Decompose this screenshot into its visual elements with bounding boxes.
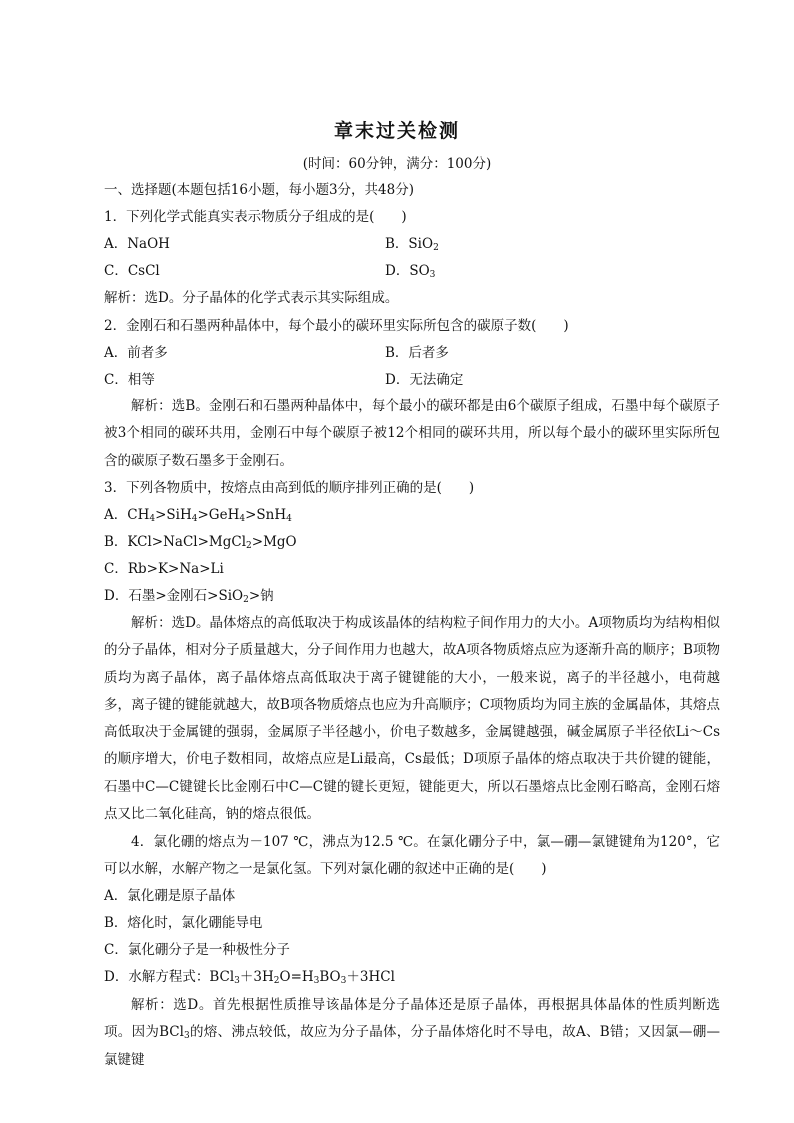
q3-option-b: B．KCl>NaCl>MgCl$_2$>MgO [104,534,297,551]
question-2-stem: 2．金刚石和石墨两种晶体中，每个最小的碳环里实际所包含的碳原子数( ) [104,318,569,334]
q2-option-b: B．后者多 [385,345,449,361]
q1-option-b: B．SiO$_2$ [385,236,439,253]
q4-option-d: D．水解方程式：$BCl_3+3H_2O=H_3BO_3+3HCl$ [104,969,395,986]
q2-option-a: A．前者多 [104,345,168,361]
q4-option-c: C．氯化硼分子是一种极性分子 [104,942,290,958]
q3-option-a: A．$CH_4>SiH_4>GeH_4>SnH_4$ [104,507,292,524]
q4-option-a: A．氯化硼是原子晶体 [104,888,236,904]
q2-option-d: D．无法确定 [385,372,464,388]
question-3-stem: 3．下列各物质中，按熔点由高到低的顺序排列正确的是( ) [104,480,475,496]
q1-option-a: A．NaOH [104,236,170,252]
q2-option-c: C．相等 [104,372,155,388]
q4-option-b: B．熔化时，氯化硼能导电 [104,915,263,931]
page-title: 章末过关检测 [333,120,460,142]
section-heading: 一、选择题(本题包括16小题，每小题3分，共48分) [104,182,414,198]
q3-option-c: C．Rb>K>Na>Li [104,561,224,577]
q4-answer: 解析：选D。首先根据性质推导该晶体是分子晶体还是原子晶体，再根据具体晶体的性质判断选项。因为BCl$_3$的熔、沸点较低，故应为分子晶体，分子晶体熔化时不导电，故A、B错；又因氯—硼—氯键键 [104,997,720,1068]
question-1-stem: 1．下列化学式能真实表示物质分子组成的是( ) [104,209,407,225]
q1-option-c: C．CsCl [104,263,160,279]
exam-info: (时间：60分钟，满分：100分) [302,156,492,172]
q1-answer: 解析：选D。分子晶体的化学式表示其实际组成。 [104,290,399,306]
q1-option-d: D．$SO_3$ [385,263,436,280]
question-4-stem: 4．氯化硼的熔点为－107 ℃，沸点为12.5 ℃。在氯化硼分子中，氯—硼—氯键键角为120°，它可以水解，水解产物之一是氯化氢。下列对氯化硼的叙述中正确的是( ) [104,834,720,878]
q2-answer: 解析：选B。金刚石和石墨两种晶体中，每个最小的碳环都是由6个碳原子组成，石墨中每个碳原子被3个相同的碳环共用，金刚石中每个碳原子被12个相同的碳环共用，所以每个最小的碳环里实际所包含的碳原子数石墨多于金刚石。 [104,398,720,469]
q3-answer: 解析：选D。晶体熔点的高低取决于构成该晶体的结构粒子间作用力的大小。A项物质均为结构相似的分子晶体，相对分子质量越大，分子间作用力也越大，故A项各物质熔点应为逐渐升高的顺序；B项物质均为离子晶体，离子晶体熔点高低取决于离子键键能的大小，一般来说，离子的半径越小，电荷越多，离子键的键能就越大，故B项各物质熔点也应为升高顺序；C项物质均为同主族的金属晶体，其熔点高低取决于金属键的强弱，金属原子半径越小，价电子数越多，金属键越强，碱金属原子半径依Li～Cs的顺序增大，价电子数相同，故熔点应是Li最高，Cs最低；D项原子晶体的熔点取决于共价键的键能，石墨中C—C键键长比金刚石中C—C键的键长更短，键能更大，所以石墨熔点比金刚石略高，金刚石熔点又比二氧化硅高，钠的熔点很低。 [104,615,720,823]
q3-option-d: D．石墨>金刚石>SiO$_2$>钠 [104,588,274,605]
